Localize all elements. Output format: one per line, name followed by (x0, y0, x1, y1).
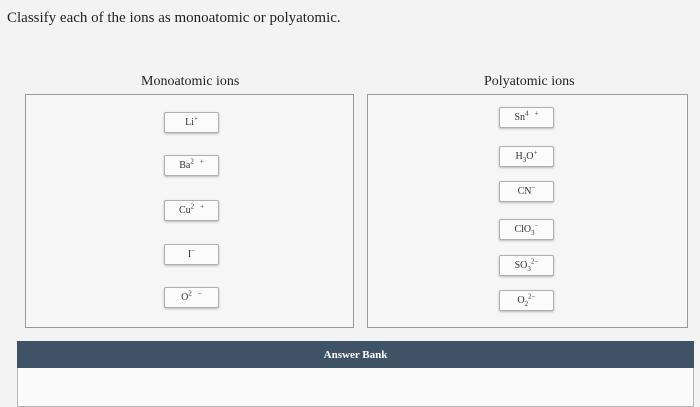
monoatomic-title: Monoatomic ions (141, 74, 240, 89)
ion-formula: $O_2^{2-}$ (517, 292, 536, 308)
ion-chip-cu[interactable] (164, 200, 219, 221)
ion-formula: CN− (517, 183, 536, 197)
ion-chip-o[interactable] (164, 287, 219, 308)
ion-formula: I− (187, 246, 196, 260)
ion-formula: Ba$^2$ + (179, 157, 204, 171)
ion-chip-cn[interactable] (499, 181, 554, 202)
ion-chip-i[interactable] (164, 244, 219, 265)
ion-chip-li[interactable] (164, 112, 219, 133)
ion-formula: Li+ (185, 114, 198, 128)
ion-formula: $H_3O^+$ (515, 148, 538, 164)
answer-bank-area[interactable] (17, 368, 694, 407)
monoatomic-drop-zone[interactable] (25, 94, 354, 328)
answer-bank-label: Answer Bank (323, 348, 388, 361)
ion-formula: Sn$^4$ + (514, 109, 539, 123)
ion-formula: Cu$^2$ + (178, 202, 205, 216)
question-text: Classify each of the ions as monoatomic or polyatomic. (7, 10, 341, 26)
ion-formula: $O^2$ − (181, 289, 202, 303)
ion-chip-o2[interactable] (499, 290, 554, 311)
polyatomic-drop-zone[interactable] (367, 94, 688, 328)
ion-chip-clo3[interactable] (499, 219, 554, 240)
ion-chip-ba[interactable] (164, 155, 219, 176)
ion-chip-sn[interactable] (499, 107, 554, 128)
ion-formula: $SO_3^{2-}$ (514, 257, 539, 273)
answer-bank-header (17, 341, 694, 368)
polyatomic-title: Polyatomic ions (484, 74, 575, 89)
ion-chip-h3o[interactable] (499, 146, 554, 167)
ion-formula: ClO$_3$− (514, 221, 539, 237)
ion-chip-so3[interactable] (499, 255, 554, 276)
